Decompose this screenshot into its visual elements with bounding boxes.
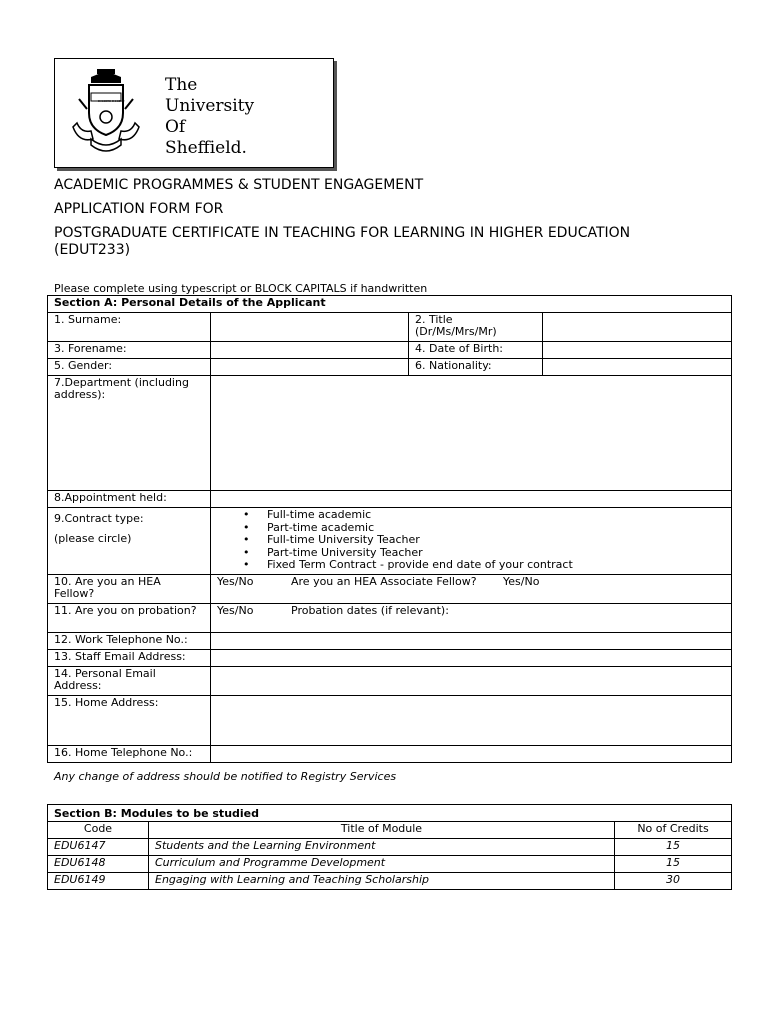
appointment-label: 8.Appointment held: xyxy=(48,491,211,508)
appointment-field[interactable] xyxy=(211,491,732,508)
module-code: EDU6147 xyxy=(48,839,149,856)
home-address-label: 15. Home Address: xyxy=(48,696,211,746)
title-label-cell xyxy=(409,313,543,342)
section-a-table xyxy=(47,295,732,763)
heading-form-for: APPLICATION FORM FOR xyxy=(54,201,224,217)
hea-yesno[interactable]: Yes/No xyxy=(217,575,254,588)
contract-type-label-cell xyxy=(48,508,211,575)
nationality-field[interactable] xyxy=(543,359,732,376)
heading-programme: POSTGRADUATE CERTIFICATE IN TEACHING FOR LEARNING IN HIGHER EDUCATION xyxy=(54,225,631,241)
surname-field[interactable] xyxy=(211,313,409,342)
university-logo xyxy=(54,58,334,168)
hea-associate-label: Are you an HEA Associate Fellow? xyxy=(291,575,477,588)
module-code: EDU6149 xyxy=(48,873,149,890)
department-label: 7.Department (including address): xyxy=(48,376,211,491)
forename-label: 3. Forename: xyxy=(48,342,211,359)
table-row xyxy=(48,873,732,890)
personal-email-label: 14. Personal Email Address: xyxy=(48,667,211,696)
table-row xyxy=(48,839,732,856)
probation-cell xyxy=(211,604,732,633)
title-field[interactable] xyxy=(543,313,732,342)
home-tel-field[interactable] xyxy=(211,746,732,763)
section-a-title: Section A: Personal Details of the Applicant xyxy=(48,296,732,313)
contract-option[interactable]: • Full-time University Teacher xyxy=(243,534,725,547)
code-header: Code xyxy=(48,822,149,839)
university-name xyxy=(165,75,254,159)
heading-department: ACADEMIC PROGRAMMES & STUDENT ENGAGEMENT xyxy=(54,177,424,193)
heading-code: (EDUT233) xyxy=(54,242,131,258)
section-b-title: Section B: Modules to be studied xyxy=(48,805,732,822)
hea-fellow-cell xyxy=(211,575,732,604)
crest-motto: DISCERE DOCERE xyxy=(98,99,125,103)
surname-label: 1. Surname: xyxy=(48,313,211,342)
instruction-text: Please complete using typescript or BLOCK CAPITALS if handwritten xyxy=(54,282,428,295)
contract-option[interactable]: • Fixed Term Contract - provide end date of your contract xyxy=(243,559,725,572)
logo-line: Of xyxy=(165,117,186,137)
hea-associate-yesno[interactable]: Yes/No xyxy=(503,575,540,588)
dob-label: 4. Date of Birth: xyxy=(409,342,543,359)
probation-label: 11. Are you on probation? xyxy=(48,604,211,633)
module-title: Students and the Learning Environment xyxy=(149,839,615,856)
staff-email-field[interactable] xyxy=(211,650,732,667)
logo-line: University xyxy=(165,96,255,116)
credits-header: No of Credits xyxy=(615,822,732,839)
section-b-table xyxy=(47,804,732,890)
home-address-field[interactable] xyxy=(211,696,732,746)
dob-field[interactable] xyxy=(543,342,732,359)
gender-field[interactable] xyxy=(211,359,409,376)
contract-option[interactable]: • Part-time University Teacher xyxy=(243,547,725,560)
contract-options-cell xyxy=(211,508,732,575)
module-code: EDU6148 xyxy=(48,856,149,873)
table-row xyxy=(48,856,732,873)
contract-option[interactable]: • Full-time academic xyxy=(243,509,725,522)
contract-option[interactable]: • Part-time academic xyxy=(243,522,725,535)
home-tel-label: 16. Home Telephone No.: xyxy=(48,746,211,763)
gender-label: 5. Gender: xyxy=(48,359,211,376)
address-change-note: Any change of address should be notified to Registry Services xyxy=(54,770,397,783)
work-tel-label: 12. Work Telephone No.: xyxy=(48,633,211,650)
logo-line: The xyxy=(165,75,198,95)
work-tel-field[interactable] xyxy=(211,633,732,650)
module-credits: 15 xyxy=(615,839,732,856)
probation-yesno[interactable]: Yes/No xyxy=(217,604,254,617)
personal-email-field[interactable] xyxy=(211,667,732,696)
university-crest-icon xyxy=(69,69,143,157)
title-options: (Dr/Ms/Mrs/Mr) xyxy=(415,325,497,338)
module-title: Curriculum and Programme Development xyxy=(149,856,615,873)
title-label: 2. Title xyxy=(415,313,453,326)
probation-dates-label: Probation dates (if relevant): xyxy=(291,604,449,617)
module-credits: 15 xyxy=(615,856,732,873)
module-title-header: Title of Module xyxy=(149,822,615,839)
module-title: Engaging with Learning and Teaching Scholarship xyxy=(149,873,615,890)
logo-line: Sheffield. xyxy=(165,138,247,158)
contract-type-label: 9.Contract type: xyxy=(54,512,144,525)
forename-field[interactable] xyxy=(211,342,409,359)
hea-fellow-label: 10. Are you an HEA Fellow? xyxy=(48,575,211,604)
module-credits: 30 xyxy=(615,873,732,890)
staff-email-label: 13. Staff Email Address: xyxy=(48,650,211,667)
nationality-label: 6. Nationality: xyxy=(409,359,543,376)
department-field[interactable] xyxy=(211,376,732,491)
please-circle-label: (please circle) xyxy=(54,532,132,545)
